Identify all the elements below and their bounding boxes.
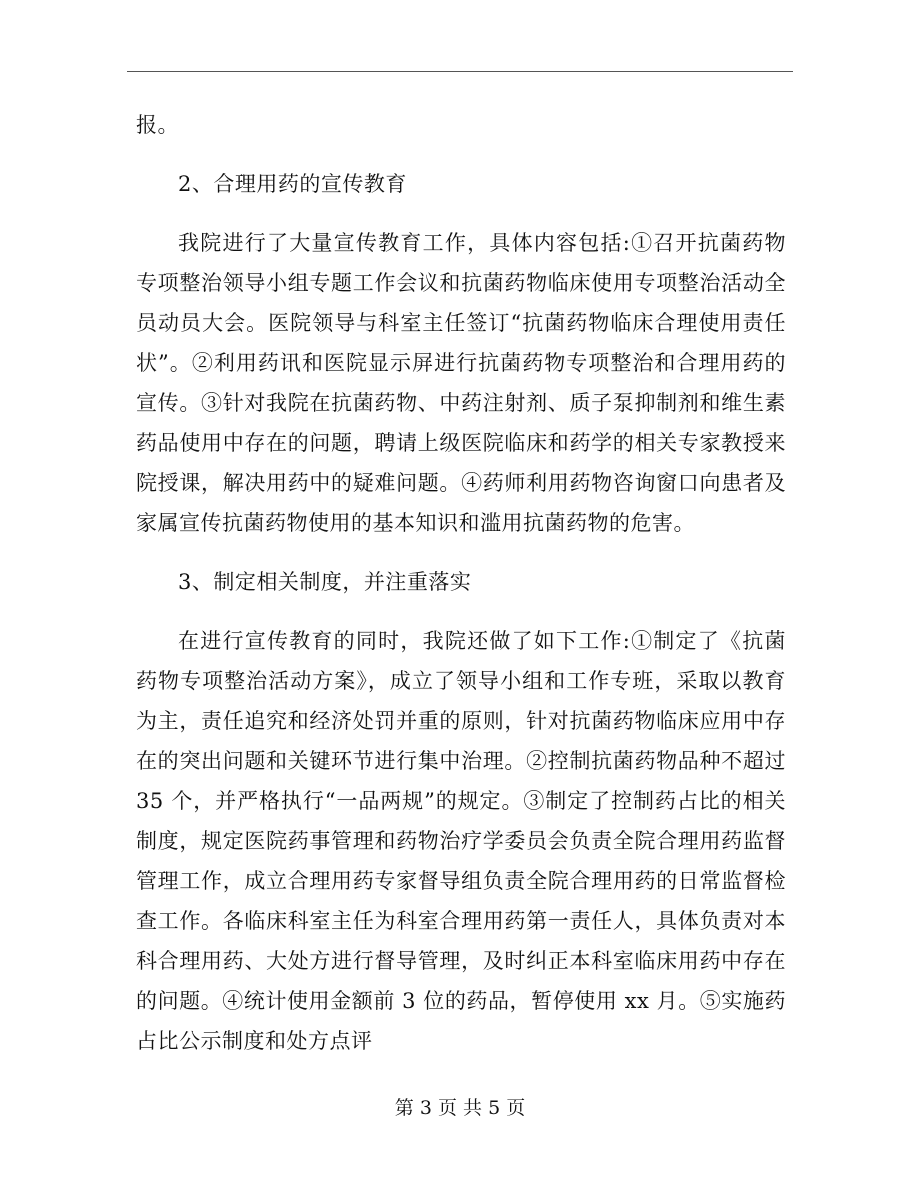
footer-label-page-unit: 页 (437, 1097, 457, 1119)
footer-label-total: 共 (463, 1097, 483, 1119)
document-body (136, 105, 786, 1061)
section-heading-2: 2、合理用药的宣传教育 (178, 172, 407, 196)
paragraph-measures: 在进行宣传教育的同时，我院还做了如下工作:①制定了《抗菌药物专项整治活动方案》，成立了领导小组和工作专班，采取以教育为主，责任追究和经济处罚并重的原则，针对抗菌药物临床应用中存在的突出问题和关键环节进行集中治理。②控制抗菌药物品种不超过 35 个，并严格执行“一品两规”的规定。③制定了控制药占比的相关制度，规定医院药事管理和药物治疗学委员会负责全院合理用药监督管理工作，成立合理用药专家督导组负责全院合理用药的日常监督检查工作。各临床科室主任为科室合理用药第一责任人，具体负责对本科合理用药、大处方进行督导管理，及时纠正本科室临床用药中存在的问题。④统计使用金额前 3 位的药品，暂停使用 xx 月。⑤实施药占比公示制度和处方点评 (136, 629, 786, 1053)
footer-current-page: 3 (419, 1097, 432, 1119)
section-heading-3: 3、制定相关制度，并注重落实 (178, 570, 472, 594)
paragraph-continuation: 报。 (136, 113, 179, 137)
paragraph-education: 我院进行了大量宣传教育工作，具体内容包括:①召开抗菌药物专项整治领导小组专题工作会议和抗菌药物临床使用专项整治活动全员动员大会。医院领导与科室主任签订“抗菌药物临床合理使用责任状”。②利用药讯和医院显示屏进行抗菌药物专项整治和合理用药的宣传。③针对我院在抗菌药物、中药注射剂、质子泵抑制剂和维生素药品使用中存在的问题，聘请上级医院临床和药学的相关专家教授来院授课，解决用药中的疑难问题。④药师利用药物咨询窗口向患者及家属宣传抗菌药物使用的基本知识和滥用抗菌药物的危害。 (136, 231, 786, 535)
header-rule (127, 71, 793, 72)
footer-label-page: 第 (394, 1097, 414, 1119)
footer-total-pages: 5 (488, 1097, 501, 1119)
footer-label-total-unit: 页 (506, 1097, 526, 1119)
page-footer (0, 1094, 920, 1122)
